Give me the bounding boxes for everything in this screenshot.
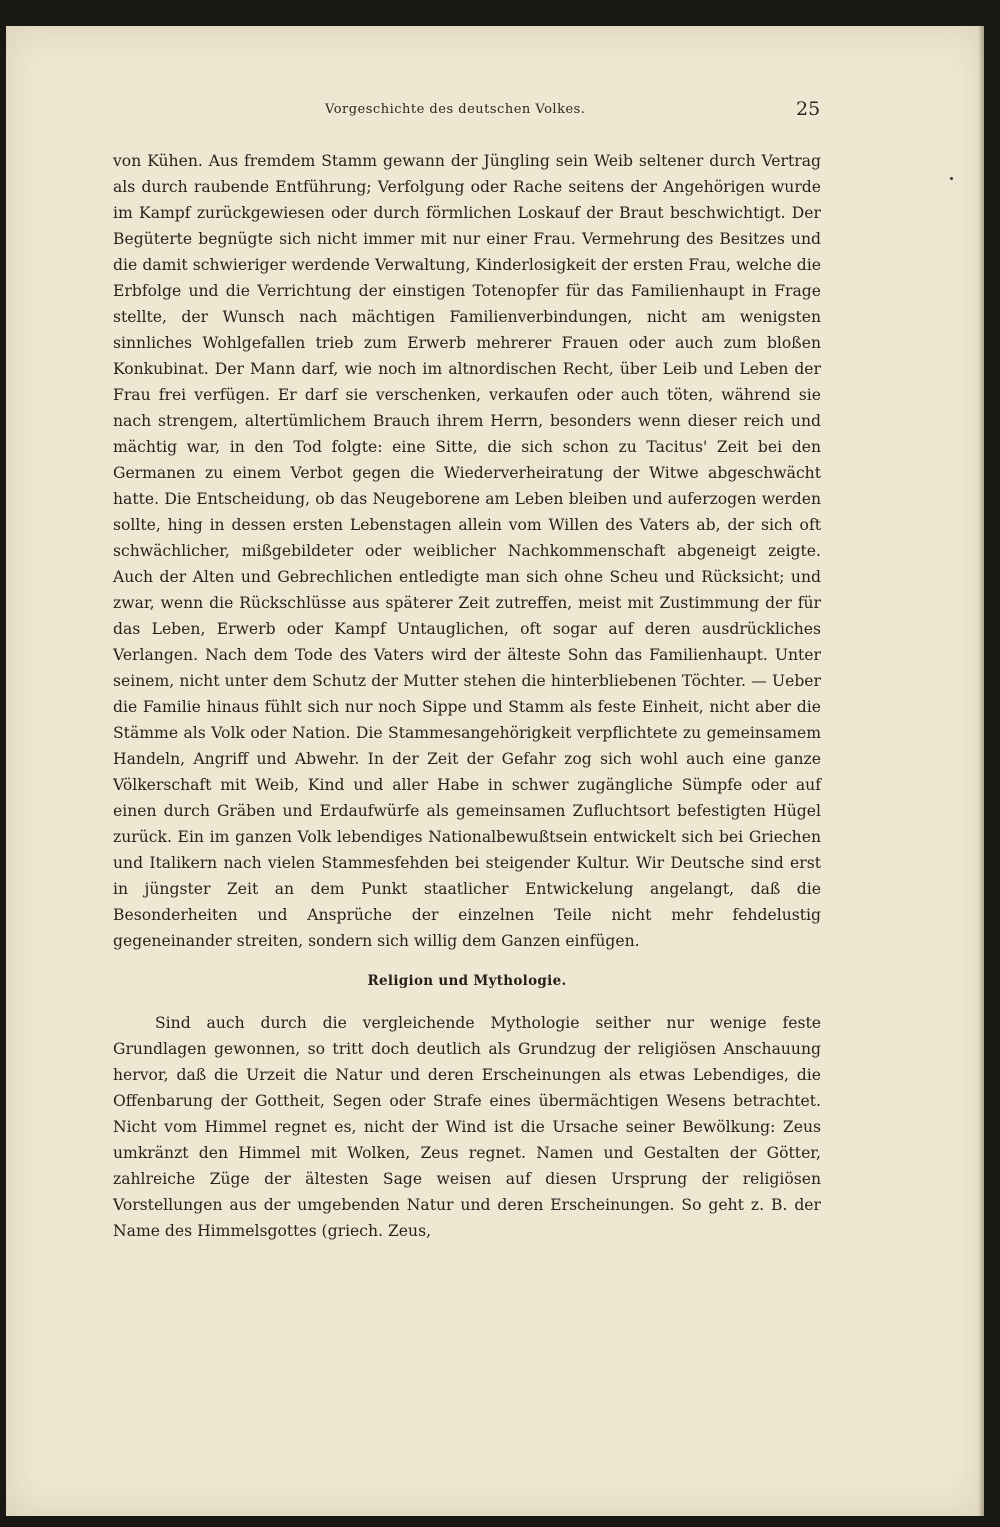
ink-speck: [950, 177, 953, 180]
page-number: 25: [796, 98, 821, 120]
body-paragraph: von Kühen. Aus fremdem Stamm gewann der Jüngling sein Weib seltener durch Vertrag als durch raubende Entführung; Verfolgung oder Rache seitens der Angehörigen wurde im Kampf zurückgewiesen oder durch förmlichen Loskauf der Braut beschwichtigt. Der Begüterte begnügte sich nicht immer mit nur einer Frau. Vermehrung des Besitzes und die damit schwieriger werdende Verwaltung, Kinderlosigkeit der ersten Frau, welche die Erbfolge und die Verrichtung der einstigen Totenopfer für das Familienhaupt in Frage stellte, der Wunsch nach mächtigen Familienverbindungen, nicht am wenigsten sinnliches Wohlgefallen trieb zum Erwerb mehrerer Frauen oder auch zum bloßen Konkubinat. Der Mann darf, wie noch im altnordischen Recht, über Leib und Leben der Frau frei verfügen. Er darf sie verschenken, verkaufen oder auch töten, während sie nach strengem, altertümlichem Brauch ihrem Herrn, besonders wenn dieser reich und mächtig war, in den Tod folgte: eine Sitte, die sich schon zu Tacitus' Zeit bei den Germanen zu einem Verbot gegen die Wiederverheiratung der Witwe abgeschwächt hatte. Die Entscheidung, ob das Neugeborene am Leben bleiben und auferzogen werden sollte, hing in dessen ersten Lebenstagen allein vom Willen des Vaters ab, der sich oft schwächlicher, mißgebildeter oder weiblicher Nachkommenschaft abgeneigt zeigte. Auch der Alten und Gebrechlichen entledigte man sich ohne Scheu und Rücksicht; und zwar, wenn die Rückschlüsse aus späterer Zeit zutreffen, meist mit Zustimmung der für das Leben, Erwerb oder Kampf Untauglichen, oft sogar auf deren ausdrückliches Verlangen. Nach dem Tode des Vaters wird der älteste Sohn das Familienhaupt. Unter seinem, nicht unter dem Schutz der Mutter stehen die hinterbliebenen Töchter. — Ueber die Familie hinaus fühlt sich nur noch Sippe und Stamm als feste Einheit, nicht aber die Stämme als Volk oder Nation. Die Stammesangehörigkeit verpflichtete zu gemeinsamem Handeln, Angriff und Abwehr. In der Zeit der Gefahr zog sich wohl auch eine ganze Völkerschaft mit Weib, Kind und aller Habe in schwer zugängliche Sümpfe oder auf einen durch Gräben und Erdaufwürfe als gemeinsamen Zufluchtsort befestigten Hügel zurück. Ein im ganzen Volk lebendiges Nationalbewußtsein entwickelt sich bei Griechen und Italikern nach vielen Stammesfehden bei steigender Kultur. Wir Deutsche sind erst in jüngster Zeit an dem Punkt staatlicher Entwickelung angelangt, daß die Besonderheiten und Ansprüche der einzelnen Teile nicht mehr fehdelustig gegeneinander streiten, sondern sich willig dem Ganzen einfügen.: [113, 152, 821, 950]
page-edge-shadow: [978, 26, 984, 1516]
body-paragraph: Sind auch durch die vergleichende Mythologie seither nur wenige feste Grundlagen gewonnen, so tritt doch deutlich als Grundzug der religiösen Anschauung hervor, daß die Urzeit die Natur und deren Erscheinungen als etwas Lebendiges, die Offenbarung der Gottheit, Segen oder Strafe eines übermächtigen Wesens betrachtet. Nicht vom Himmel regnet es, nicht der Wind ist die Ursache seiner Bewölkung: Zeus umkränzt den Himmel mit Wolken, Zeus regnet. Namen und Gestalten der Götter, zahlreiche Züge der ältesten Sage weisen auf diesen Ursprung der religiösen Vorstellungen aus der umgebenden Natur und deren Erscheinungen. So geht z. B. der Name des Himmelsgottes (griech. Zeus,: [113, 1014, 821, 1240]
page-body: [113, 148, 821, 1244]
section-heading: Religion und Mythologie.: [367, 973, 567, 989]
running-header: Vorgeschichte des deutschen Volkes.: [325, 102, 586, 117]
